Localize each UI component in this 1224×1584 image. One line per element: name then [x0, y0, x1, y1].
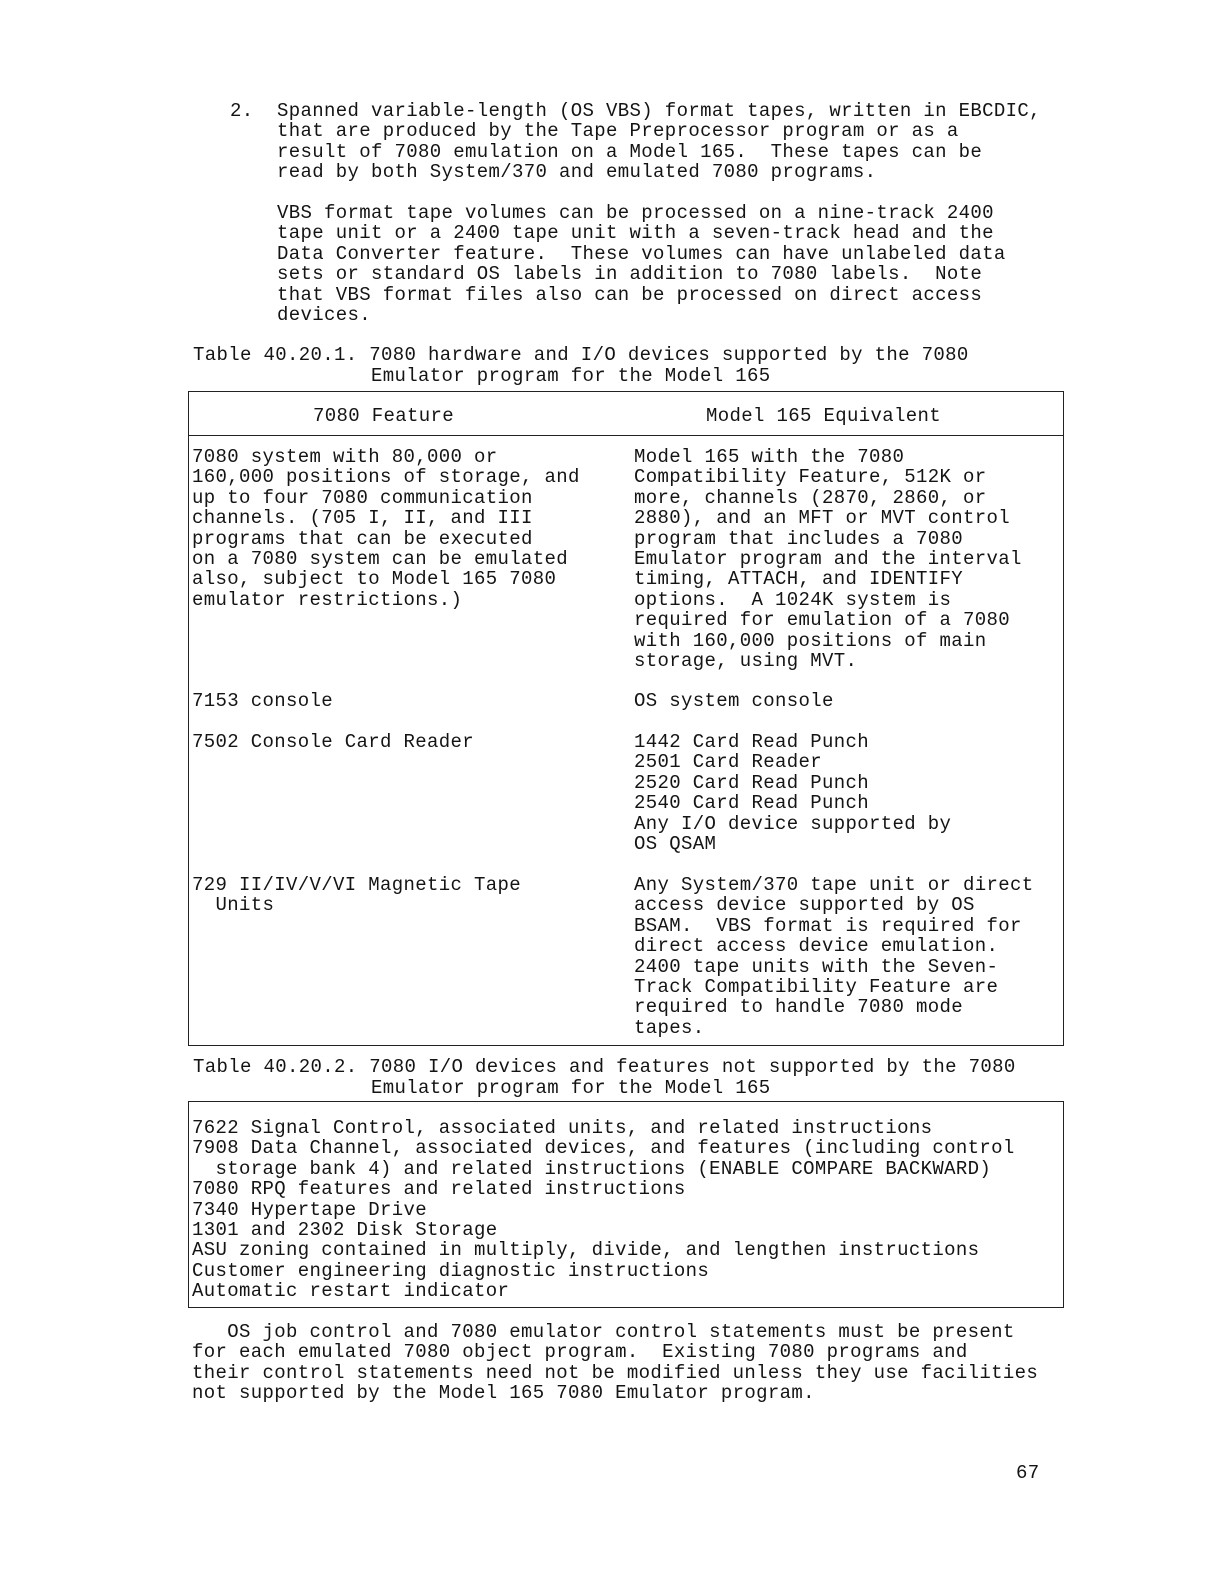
list-number: 2. [230, 100, 254, 122]
text-line: their control statements need not be modified unless they use facilities [192, 1361, 1039, 1384]
cell-line: Any System/370 tape unit or direct [634, 874, 1034, 896]
cell-line: options. A 1024K system is [634, 588, 952, 611]
cell-line: also, subject to Model 165 7080 [192, 568, 557, 591]
table1-row2-left [192, 691, 333, 711]
cell-line: 160,000 positions of storage, and [192, 466, 580, 489]
cell-line: programs that can be executed [192, 527, 533, 550]
cell-line: required to handle 7080 mode [634, 996, 964, 1019]
table1-caption-line2: Emulator program for the Model 165 [371, 365, 771, 387]
table1-row1-left [192, 447, 580, 610]
cell-line: with 160,000 positions of main [634, 629, 987, 652]
vbs-paragraph [277, 203, 1006, 325]
table2-list [192, 1118, 1015, 1302]
list-item: ASU zoning contained in multiply, divide, and lengthen instructions [192, 1239, 980, 1262]
cell-line: Emulator program and the interval [634, 547, 1022, 570]
cell-line: Any I/O device supported by [634, 812, 952, 835]
table1-header-right: Model 165 Equivalent [706, 405, 942, 427]
table1-row3-left [192, 732, 474, 752]
table1-caption-line1: Table 40.20.1. 7080 hardware and I/O devices supported by the 7080 [193, 344, 969, 366]
cell-line: direct access device emulation. [634, 935, 999, 958]
table1-row4-right [634, 875, 1034, 1038]
text-line: for each emulated 7080 object program. Existing 7080 programs and [192, 1341, 968, 1364]
cell-line: on a 7080 system can be emulated [192, 547, 569, 570]
cell-line: Units [192, 894, 275, 917]
cell-line: Track Compatibility Feature are [634, 975, 999, 998]
cell-line: timing, ATTACH, and IDENTIFY [634, 568, 964, 591]
text-line: Spanned variable-length (OS VBS) format tapes, written in EBCDIC, [277, 100, 1041, 122]
text-line: tape unit or a 2400 tape unit with a seven-track head and the [277, 222, 994, 245]
cell-line: storage, using MVT. [634, 649, 858, 672]
text-line: result of 7080 emulation on a Model 165. These tapes can be [277, 140, 983, 163]
list-item: 7080 RPQ features and related instructions [192, 1178, 686, 1201]
page-number: 67 [1016, 1462, 1040, 1484]
list-item: Customer engineering diagnostic instructions [192, 1259, 710, 1282]
cell-line: 7153 console [192, 690, 334, 712]
cell-line: 7502 Console Card Reader [192, 731, 475, 753]
text-line: that VBS format files also can be processed on direct access [277, 283, 983, 306]
closing-paragraph [192, 1322, 1038, 1404]
cell-line: Compatibility Feature, 512K or [634, 466, 987, 489]
cell-line: Model 165 with the 7080 [634, 446, 905, 468]
cell-line: 729 II/IV/V/VI Magnetic Tape [192, 874, 522, 896]
cell-line: 2520 Card Read Punch [634, 771, 870, 794]
cell-line: up to four 7080 communication [192, 486, 533, 509]
cell-line: 7080 system with 80,000 or [192, 446, 498, 468]
cell-line: channels. (705 I, II, and III [192, 507, 533, 530]
table1-row1-right [634, 447, 1022, 671]
cell-line: tapes. [634, 1016, 705, 1039]
cell-line: more, channels (2870, 2860, or [634, 486, 987, 509]
item2-paragraph [277, 101, 1041, 183]
text-line: sets or standard OS labels in addition to 7080 labels. Note [277, 263, 983, 286]
list-item: 7908 Data Channel, associated devices, and features (including control [192, 1137, 1015, 1160]
text-line: read by both System/370 and emulated 7080 programs. [277, 161, 877, 184]
cell-line: OS system console [634, 690, 834, 712]
cell-line: 2880), and an MFT or MVT control [634, 507, 1011, 530]
cell-line: BSAM. VBS format is required for [634, 914, 1022, 937]
text-line: Data Converter feature. These volumes can have unlabeled data [277, 242, 1006, 265]
text-line: not supported by the Model 165 7080 Emulator program. [192, 1382, 815, 1405]
cell-line: 2540 Card Read Punch [634, 792, 870, 815]
list-item: 1301 and 2302 Disk Storage [192, 1218, 498, 1241]
cell-line: 2400 tape units with the Seven- [634, 955, 999, 978]
cell-line: 2501 Card Reader [634, 751, 823, 774]
text-line: OS job control and 7080 emulator control statements must be present [192, 1321, 1015, 1343]
cell-line: access device supported by OS [634, 894, 975, 917]
cell-line: OS QSAM [634, 832, 717, 855]
cell-line: emulator restrictions.) [192, 588, 463, 611]
table2-caption-line2: Emulator program for the Model 165 [371, 1077, 771, 1099]
table2-caption-line1: Table 40.20.2. 7080 I/O devices and features not supported by the 7080 [193, 1056, 1016, 1078]
list-item: Automatic restart indicator [192, 1280, 510, 1303]
text-line: VBS format tape volumes can be processed on a nine-track 2400 [277, 202, 994, 224]
table1-row3-right [634, 732, 951, 854]
list-item: 7622 Signal Control, associated units, and related instructions [192, 1117, 933, 1139]
cell-line: required for emulation of a 7080 [634, 609, 1011, 632]
list-item: 7340 Hypertape Drive [192, 1198, 428, 1221]
text-line: that are produced by the Tape Preprocessor program or as a [277, 120, 959, 143]
table1-header-rule [188, 435, 1064, 436]
table1-row4-left [192, 875, 521, 916]
cell-line: program that includes a 7080 [634, 527, 964, 550]
table1-header-left: 7080 Feature [313, 405, 455, 427]
cell-line: 1442 Card Read Punch [634, 731, 870, 753]
list-item: storage bank 4) and related instructions (ENABLE COMPARE BACKWARD) [192, 1157, 992, 1180]
text-line: devices. [277, 303, 372, 326]
table1-row2-right [634, 691, 834, 711]
